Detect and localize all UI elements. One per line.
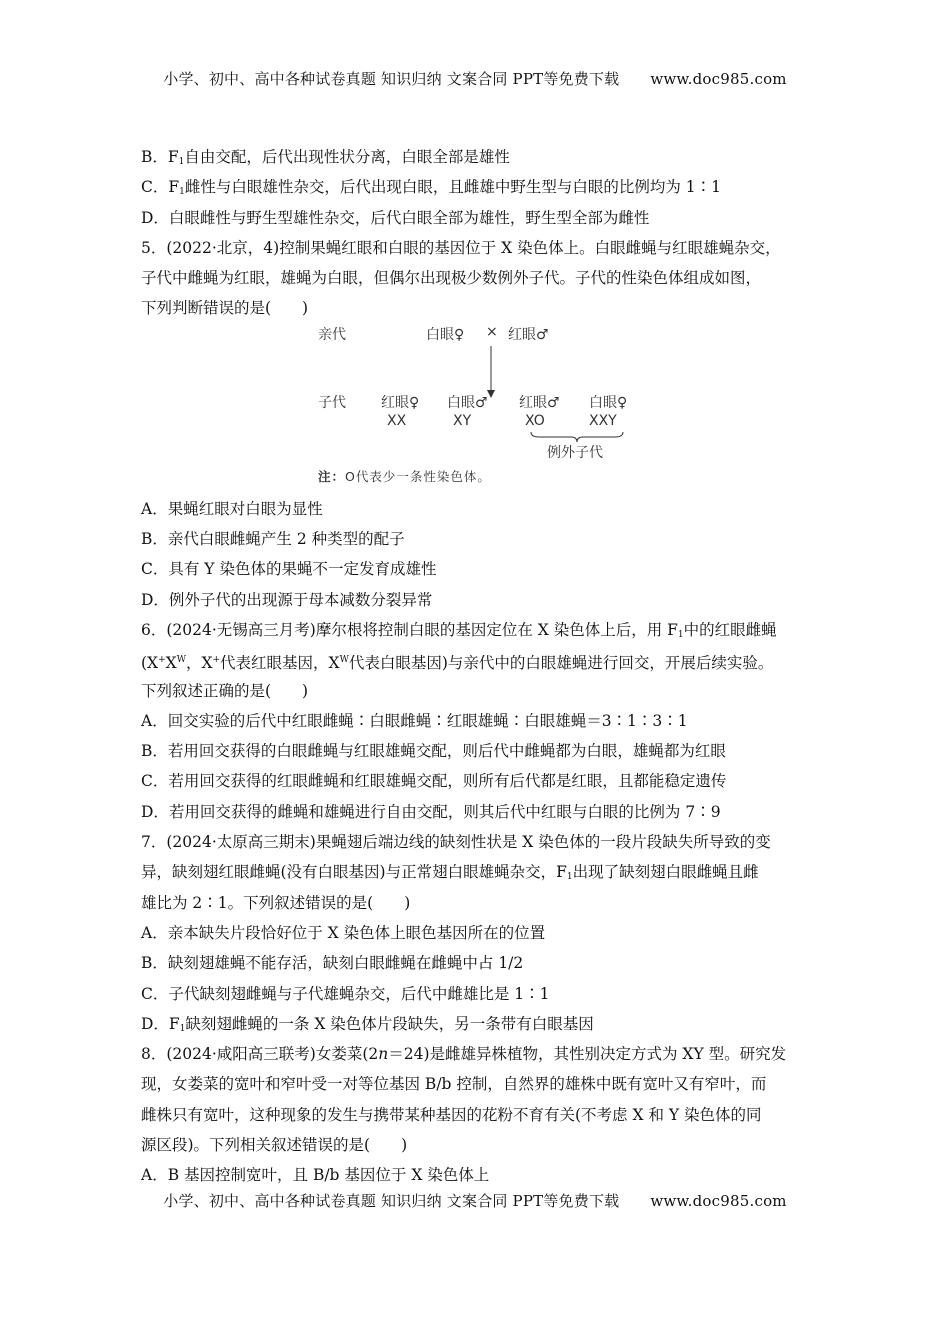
q6-stem-line3: 下列叙述正确的是( ) bbox=[141, 681, 309, 700]
offspring-4-phenotype: 白眼♀ bbox=[589, 394, 628, 411]
footer-text: 小学、初中、高中各种试卷真题 知识归纳 文案合同 PPT等免费下载 bbox=[163, 1192, 620, 1210]
offspring-2-phenotype: 白眼♂ bbox=[447, 394, 488, 411]
q7-option-c: C．子代缺刻翅雌蝇与子代雄蝇杂交，后代中雌雄比是 1∶1 bbox=[141, 984, 550, 1003]
q5-cross-diagram bbox=[141, 324, 831, 494]
parent-male: 红眼♂ bbox=[508, 326, 549, 343]
offspring-4-genotype: XXY bbox=[589, 412, 617, 429]
q8-stem-line4: 源区段)。下列相关叙述错误的是( ) bbox=[141, 1136, 408, 1155]
q4-option-d: D．白眼雌性与野生型雄性杂交，后代白眼全部为雄性，野生型全部为雌性 bbox=[141, 208, 650, 227]
cross-symbol: × bbox=[486, 323, 498, 340]
q8-stem-line3: 雌株只有宽叶，这种现象的发生与携带某种基因的花粉不育有关(不考虑 X 和 Y 染色体的同 bbox=[141, 1105, 762, 1124]
offspring-1-phenotype: 红眼♀ bbox=[381, 394, 420, 411]
q6-option-a: A．回交实验的后代中红眼雌蝇∶白眼雌蝇∶红眼雄蝇∶白眼雄蝇＝3∶1∶3∶1 bbox=[141, 711, 688, 730]
header-text: 小学、初中、高中各种试卷真题 知识归纳 文案合同 PPT等免费下载 bbox=[163, 70, 620, 88]
q6-stem-line1: 6．(2024·无锡高三月考)摩尔根将控制白眼的基因定位在 X 染色体上后，用 $F_1$中的红眼雌蝇 bbox=[141, 620, 777, 640]
q5-stem-line2: 子代中雌蝇为红眼，雄蝇为白眼，但偶尔出现极少数例外子代。子代的性染色体组成如图， bbox=[141, 269, 762, 288]
q5-option-a: A．果蝇红眼对白眼为显性 bbox=[141, 499, 323, 518]
exception-label: 例外子代 bbox=[547, 444, 603, 461]
q5-stem-line1: 5．(2022·北京，4)控制果蝇红眼和白眼的基因位于 X 染色体上。白眼雌蝇与红眼雄蝇杂交， bbox=[141, 238, 781, 257]
q6-option-d: D．若用回交获得的雌蝇和雄蝇进行自由交配，则其后代中红眼与白眼的比例为 7∶9 bbox=[141, 802, 721, 821]
q7-stem-line2: 异，缺刻翅红眼雌蝇(没有白眼基因)与正常翅白眼雄蝇杂交，$F_1$出现了缺刻翅白眼雌蝇且雌 bbox=[141, 863, 759, 883]
q5-stem-line3: 下列判断错误的是( ) bbox=[141, 299, 309, 318]
q6-option-b: B．若用回交获得的白眼雌蝇与红眼雄蝇交配，则后代中雌蝇都为白眼，雄蝇都为红眼 bbox=[141, 742, 726, 761]
q7-option-b: B．缺刻翅雄蝇不能存活，缺刻白眼雌蝇在雌蝇中占 1/2 bbox=[141, 954, 524, 973]
parent-female: 白眼♀ bbox=[426, 326, 465, 343]
q8-option-a: A．B 基因控制宽叶，且 B/b 基因位于 X 染色体上 bbox=[141, 1166, 490, 1185]
footer-site: www.doc985.com bbox=[650, 1192, 787, 1210]
page-header bbox=[0, 68, 950, 89]
q7-stem-line1: 7．(2024·太原高三期末)果蝇翅后端边线的缺刻性状是 X 染色体的一段片段缺失所导致的变 bbox=[141, 833, 771, 852]
q4-option-c: C．$F_1$雌性与白眼雄性杂交，后代出现白眼，且雌雄中野生型与白眼的比例均为 1∶1 bbox=[141, 178, 722, 198]
q5-option-c: C．具有 Y 染色体的果蝇不一定发育成雄性 bbox=[141, 560, 437, 579]
q8-stem-line2: 现，女娄菜的宽叶和窄叶受一对等位基因 B/b 控制，自然界的雄株中既有宽叶又有窄叶，而 bbox=[141, 1075, 767, 1094]
q5-option-b: B．亲代白眼雌蝇产生 2 种类型的配子 bbox=[141, 530, 405, 549]
document-body bbox=[141, 142, 831, 1191]
offspring-label: 子代 bbox=[318, 394, 346, 411]
offspring-2-genotype: XY bbox=[453, 412, 472, 429]
offspring-3-genotype: XO bbox=[525, 412, 545, 429]
parent-label: 亲代 bbox=[318, 326, 346, 343]
q5-option-d: D．例外子代的出现源于母本减数分裂异常 bbox=[141, 590, 433, 609]
page-footer bbox=[0, 1190, 950, 1211]
q6-option-c: C．若用回交获得的红眼雌蝇和红眼雄蝇交配，则所有后代都是红眼，且都能稳定遗传 bbox=[141, 772, 727, 791]
figure-note: 注：O代表少一条性染色体。 bbox=[318, 468, 491, 484]
q7-option-a: A．亲本缺失片段恰好位于 X 染色体上眼色基因所在的位置 bbox=[141, 923, 546, 942]
offspring-3-phenotype: 红眼♂ bbox=[519, 394, 560, 411]
header-site: www.doc985.com bbox=[650, 70, 787, 88]
q6-stem-line2: ($X^+X^W$，X+代表红眼基因，$X^W$代表白眼基因)与亲代中的白眼雄蝇进行回交，开展后续实验。 bbox=[141, 654, 774, 673]
q7-stem-line3: 雄比为 2∶1。下列叙述错误的是( ) bbox=[141, 893, 411, 912]
q7-option-d: D．$F_1$缺刻翅雌蝇的一条 X 染色体片段缺失，另一条带有白眼基因 bbox=[141, 1014, 594, 1034]
q8-stem-line1: 8．(2024·咸阳高三联考)女娄菜(2n＝24)是雌雄异株植物，其性别决定方式为 XY 型。研究发 bbox=[141, 1045, 787, 1064]
offspring-1-genotype: XX bbox=[387, 412, 407, 429]
q4-option-b: B．$F_1$自由交配，后代出现性状分离，白眼全部是雄性 bbox=[141, 148, 510, 167]
